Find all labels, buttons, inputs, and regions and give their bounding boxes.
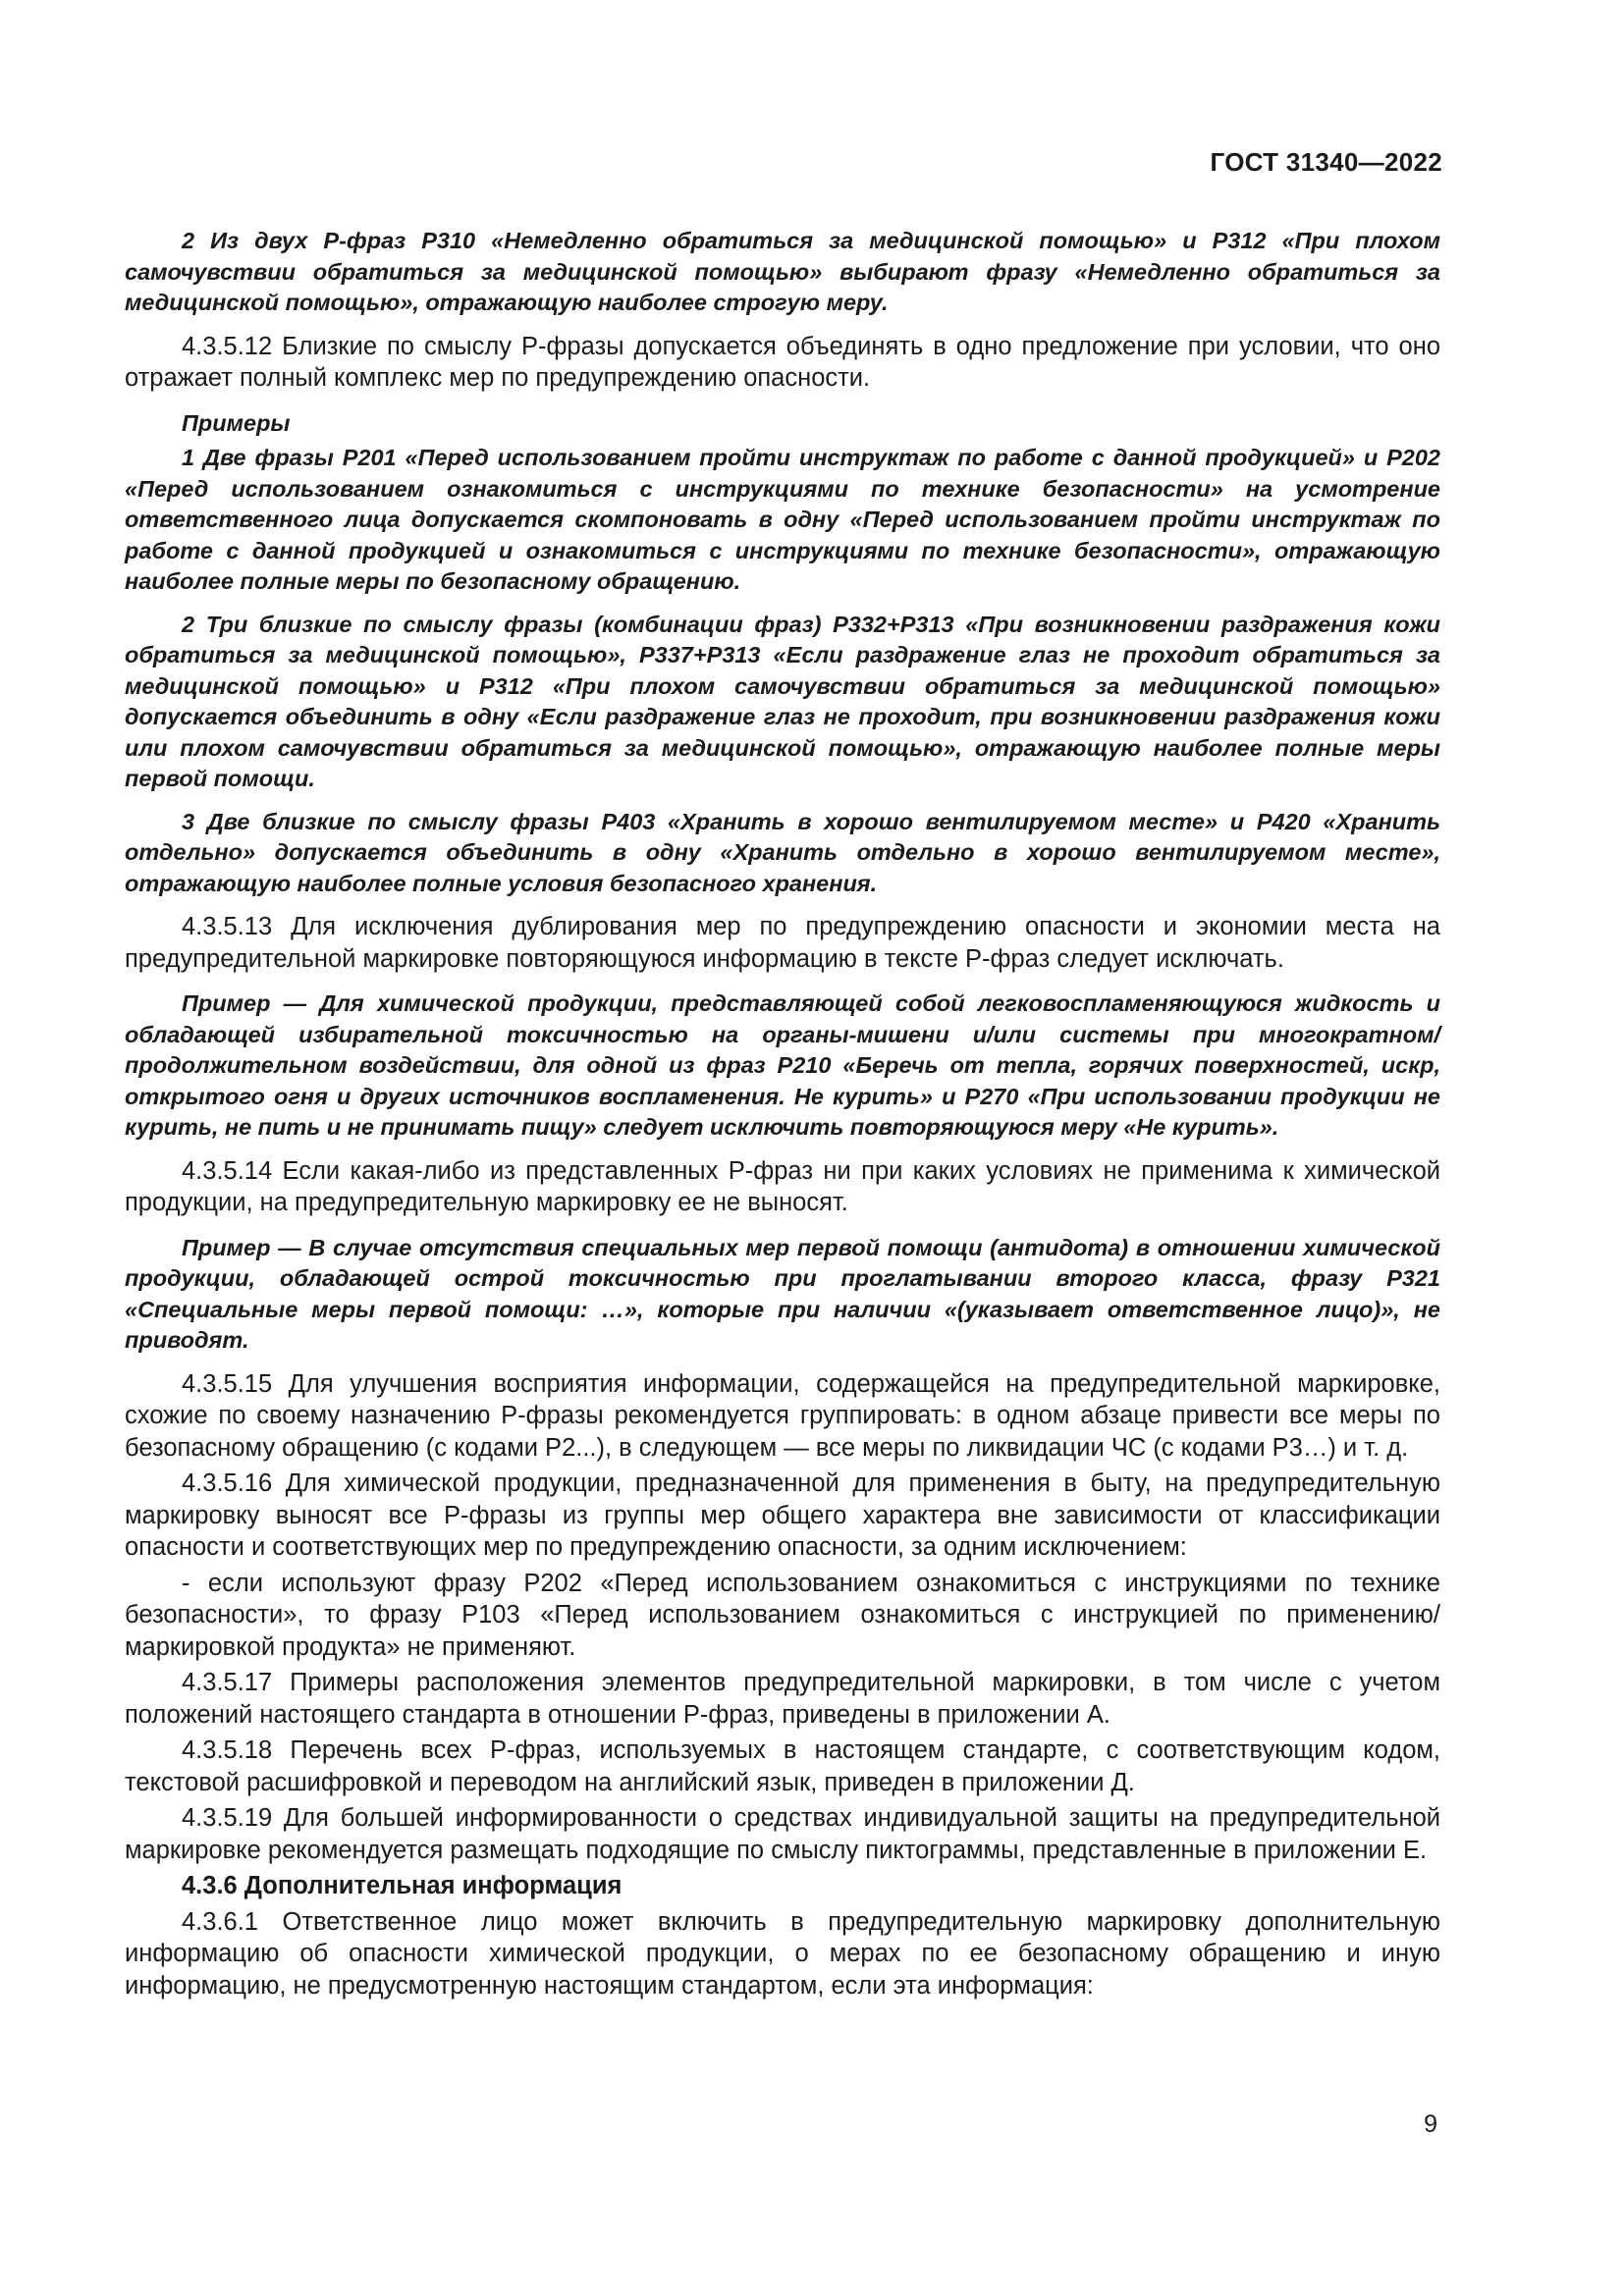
clause-paragraph: 4.3.6.1 Ответственное лицо может включить в предупредительную маркировку дополнительную информацию об опасности химической продукции, о мерах по ее безопасному обращению и иную информацию, не предусмотренную настоящим стандартом, если эта информация:: [125, 1907, 1440, 2000]
clause-paragraph: 4.3.5.14 Если какая-либо из представленных Р-фраз ни при каких условиях не применима к химической продукции, на предупредительную маркировку ее не выносят.: [125, 1156, 1440, 1216]
page-number: 9: [1424, 2110, 1437, 2138]
clause-paragraph: 4.3.5.18 Перечень всех Р-фраз, используемых в настоящем стандарте, с соответствующим кодом, текстовой расшифровкой и переводом на английский язык, приведен в приложении Д.: [125, 1736, 1440, 1796]
document-code-header: ГОСТ 31340—2022: [1210, 147, 1442, 177]
example-paragraph: 2 Три близкие по смыслу фразы (комбинации фраз) Р332+Р313 «При возникновении раздражения кожи обратиться за медицинской помощью», Р337+Р313 «Если раздражение глаз не проходит обратиться за медицинской помощью» и Р312 «При плохом самочувствии обратиться за медицинской помощью» допускается объединить в одну «Если раздражение глаз не проходит, при возникновении раздражения кожи или плохом самочувствии обратиться за медицинской помощью», отражающую наиболее полные меры первой помощи.: [125, 611, 1440, 791]
clause-paragraph: 4.3.5.12 Близкие по смыслу Р-фразы допускается объединять в одно предложение при условии, что оно отражает полный комплекс мер по предупреждению опасности.: [125, 332, 1440, 392]
note-paragraph: 2 Из двух Р-фраз Р310 «Немедленно обратиться за медицинской помощью» и Р312 «При плохом самочувствии обратиться за медицинской помощью» выбирают фразу «Немедленно обратиться за медицинской помощью», отражающую наиболее строгую меру.: [125, 228, 1440, 315]
section-heading: 4.3.6 Дополнительная информация: [182, 1872, 623, 1899]
document-body: [125, 226, 1440, 2005]
example-paragraph: 3 Две близкие по смыслу фразы Р403 «Хранить в хорошо вентилируемом месте» и Р420 «Хранить отдельно» допускается объединить в одну «Хранить отдельно в хорошо вентилируемом месте», отражающую наиболее полные условия безопасного хранения.: [125, 808, 1440, 896]
example-paragraph: 1 Две фразы Р201 «Перед использованием пройти инструктаж по работе с данной продукцией» и Р202 «Перед использованием ознакомиться с инструкциями по технике безопасности» на усмотрение ответственного лица допускается скомпоновать в одну «Перед использованием пройти инструктаж по работе с данной продукцией и ознакомиться с инструкциями по технике безопасности», отражающую наиболее полные меры по безопасному обращению.: [125, 445, 1440, 594]
examples-label: Примеры: [182, 409, 291, 436]
list-item: - если используют фразу Р202 «Перед использованием ознакомиться с инструкциями по технике безопасности», то фразу Р103 «Перед использованием ознакомиться с инструкцией по применению/маркировкой продукта» не применяют.: [125, 1569, 1440, 1661]
example-paragraph: Пример — Для химической продукции, представляющей собой легковоспламеняющуюся жидкость и обладающей избирательной токсичностью на органы-мишени и/или системы при многократном/продолжительном воздействии, для одной из фраз Р210 «Беречь от тепла, горячих поверхностей, искр, открытого огня и других источников воспламенения. Не курить» и Р270 «При использовании продукции не курить, не пить и не принимать пищу» следует исключить повторяющуюся меру «Не курить».: [125, 990, 1440, 1140]
clause-paragraph: 4.3.5.16 Для химической продукции, предназначенной для применения в быту, на предупредительную маркировку выносят все Р-фразы из группы мер общего характера вне зависимости от классификации опасности и соответствующих мер по предупреждению опасности, за одним исключением:: [125, 1469, 1440, 1561]
clause-paragraph: 4.3.5.17 Примеры расположения элементов предупредительной маркировки, в том числе с учетом положений настоящего стандарта в отношении Р-фраз, приведены в приложении А.: [125, 1669, 1440, 1729]
example-paragraph: Пример — В случае отсутствия специальных мер первой помощи (антидота) в отношении химической продукции, обладающей острой токсичностью при проглатывании второго класса, фразу Р321 «Специальные меры первой помощи: …», которые при наличии «(указывает ответственное лицо)», не приводят.: [125, 1234, 1440, 1353]
clause-paragraph: 4.3.5.13 Для исключения дублирования мер по предупреждению опасности и экономии места на предупредительной маркировке повторяющуюся информацию в тексте Р-фраз следует исключать.: [125, 913, 1440, 973]
clause-paragraph: 4.3.5.15 Для улучшения восприятия информации, содержащейся на предупредительной маркировке, схожие по своему назначению Р-фразы рекомендуется группировать: в одном абзаце привести все меры по безопасному обращению (с кодами Р2...), в следующем — все меры по ликвидации ЧС (с кодами Р3…) и т. д.: [125, 1369, 1440, 1462]
clause-paragraph: 4.3.5.19 Для большей информированности о средствах индивидуальной защиты на предупредительной маркировке рекомендуется размещать подходящие по смыслу пиктограммы, представленные в приложении Е.: [125, 1804, 1440, 1864]
